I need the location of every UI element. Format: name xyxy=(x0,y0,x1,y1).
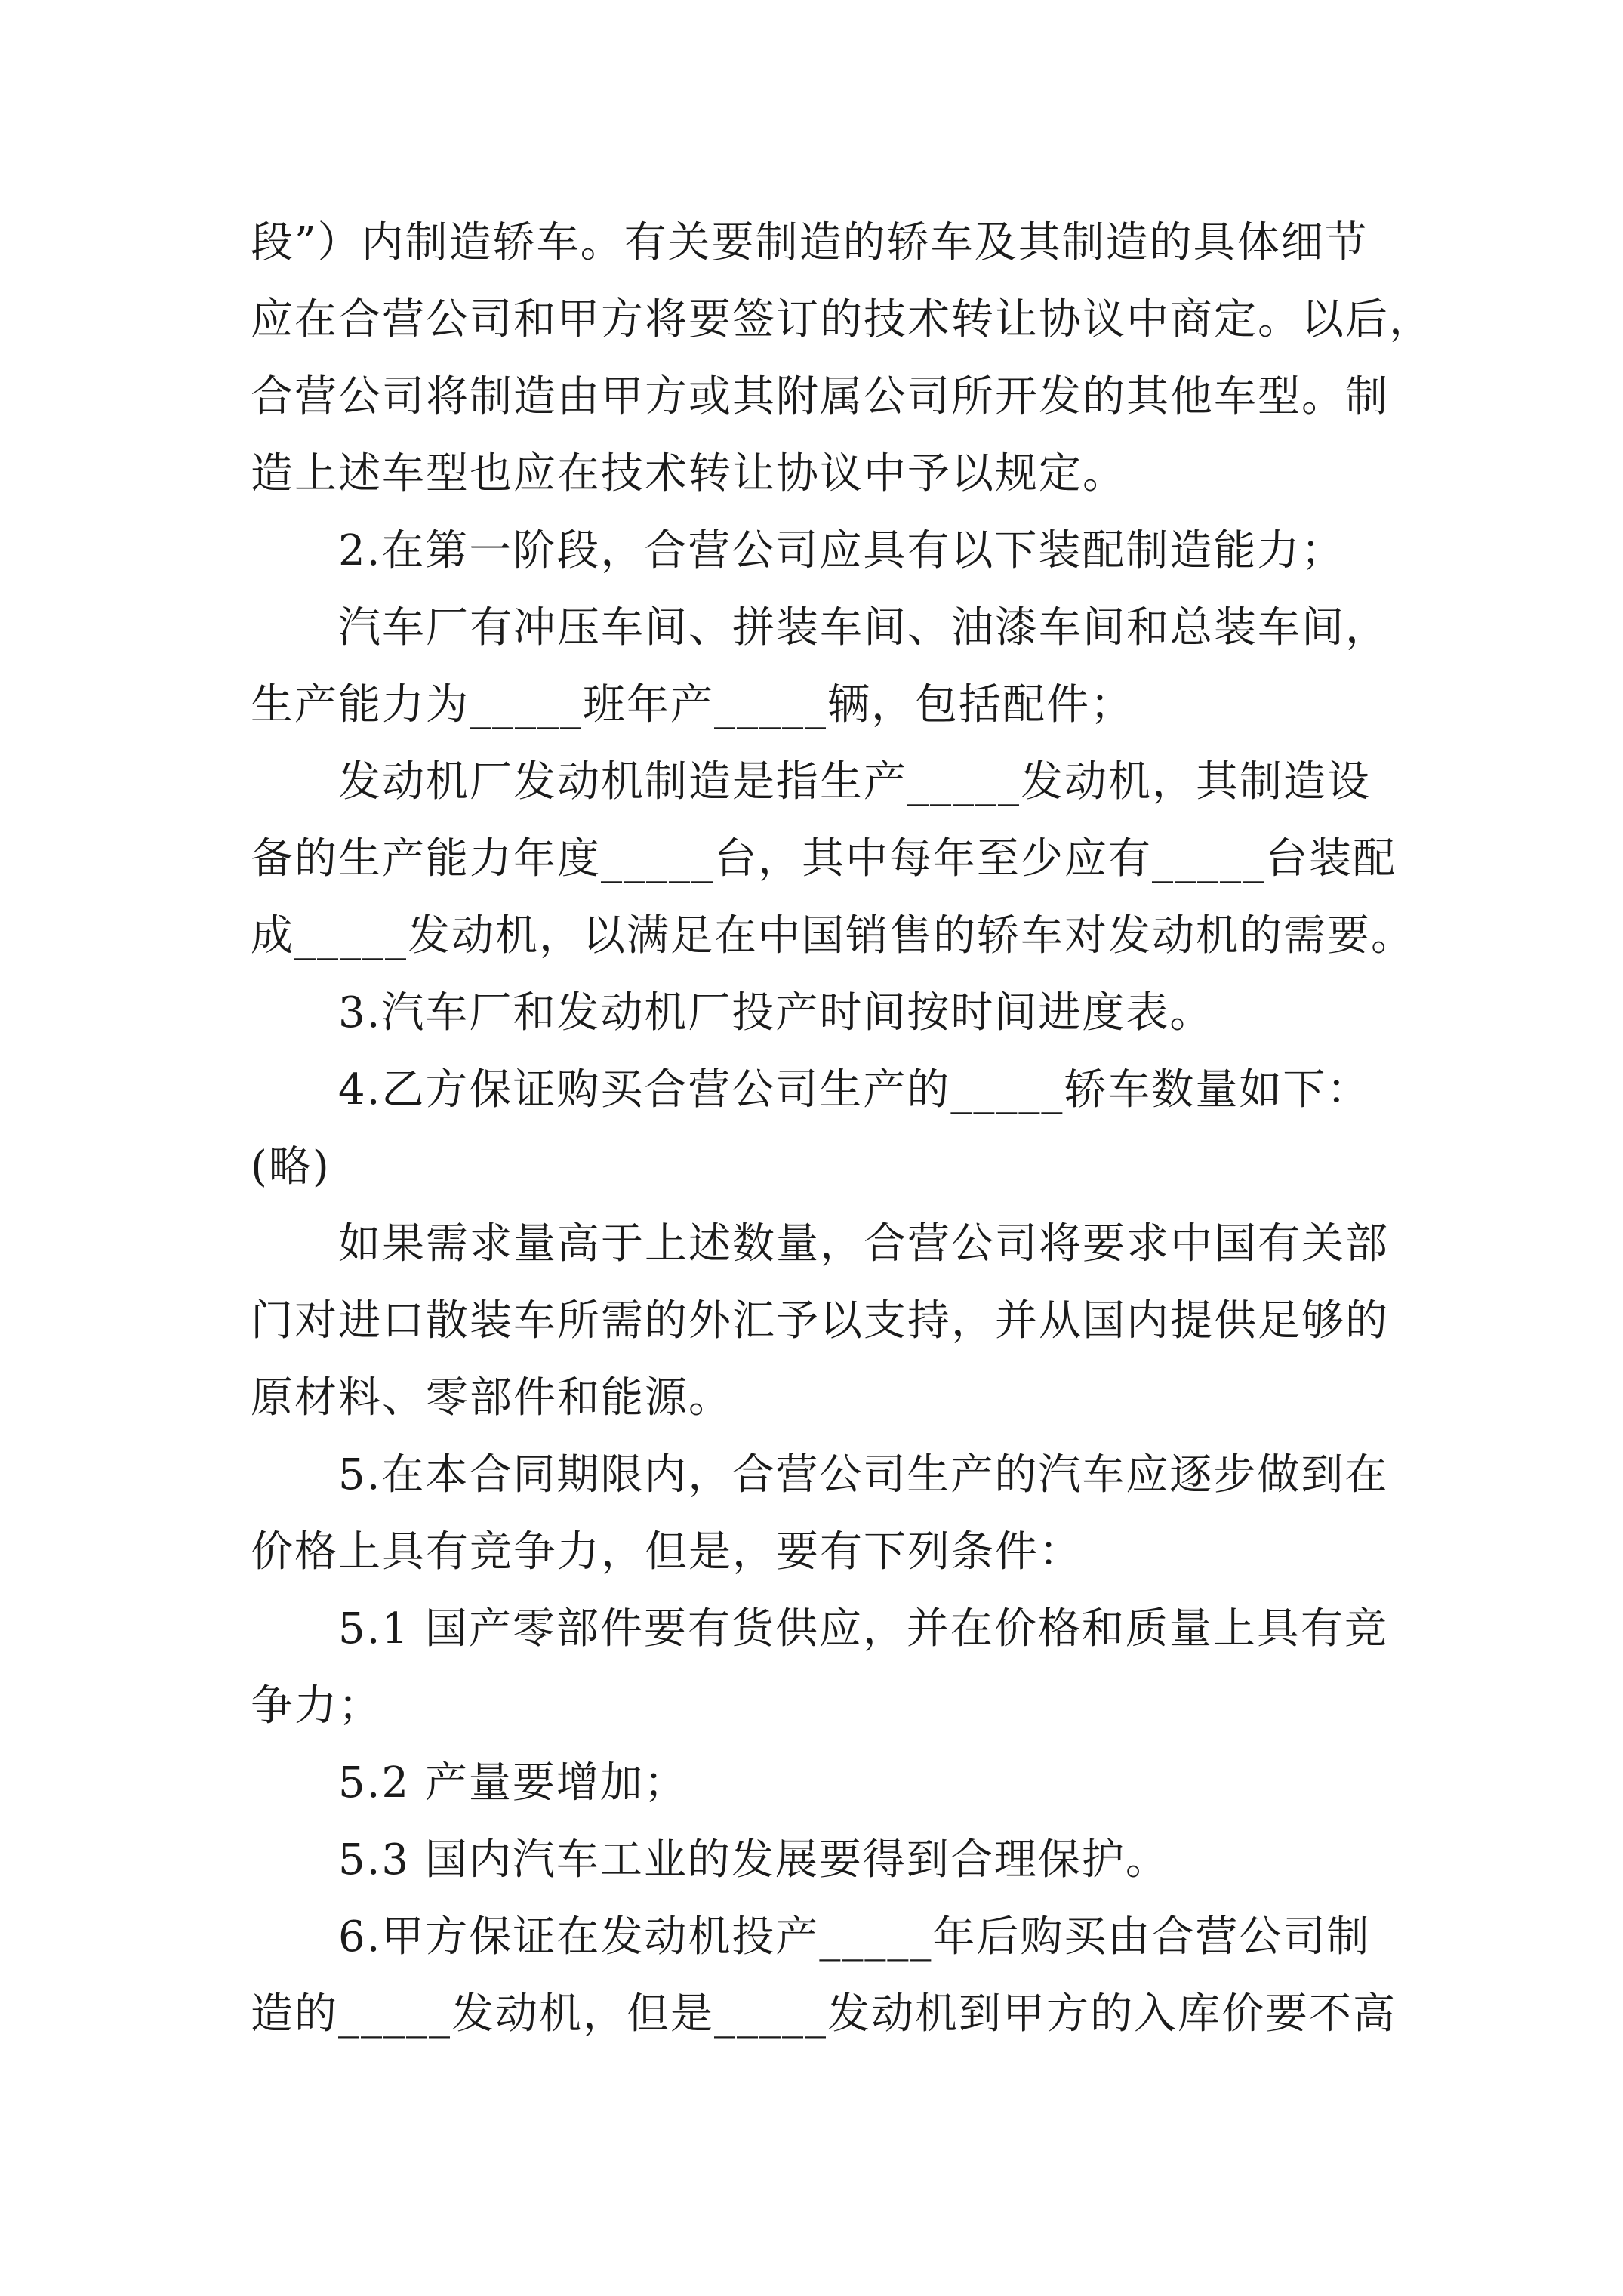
text-line: 门对进口散装车所需的外汇予以支持，并从国内提供足够的 xyxy=(251,1296,1389,1345)
text-line: (略) xyxy=(251,1142,331,1191)
text-line: 成_____发动机，以满足在中国销售的轿车对发动机的需要。 xyxy=(251,911,1415,960)
paragraph-clause-5-2 xyxy=(251,1745,1534,1822)
paragraph-demand xyxy=(251,1206,1534,1437)
document-body xyxy=(251,205,1534,2053)
text-line: 造的_____发动机，但是_____发动机到甲方的入库价要不高 xyxy=(251,1989,1397,2039)
paragraph-clause-2 xyxy=(251,513,1534,590)
paragraph-engine-plant xyxy=(251,744,1534,975)
text-line: 原材料、零部件和能源。 xyxy=(251,1373,732,1422)
paragraph-clause-5-1 xyxy=(251,1591,1534,1745)
paragraph-clause-4 xyxy=(251,1052,1534,1206)
text-line: 如果需求量高于上述数量，合营公司将要求中国有关部 xyxy=(338,1219,1389,1268)
text-line: 段”）内制造轿车。有关要制造的轿车及其制造的具体细节 xyxy=(251,218,1369,267)
text-line: 争力； xyxy=(251,1681,382,1730)
paragraph-clause-5-3 xyxy=(251,1822,1534,1899)
text-line: 3.汽车厂和发动机厂投产时间按时间进度表。 xyxy=(338,988,1214,1037)
text-line: 2.在第一阶段，合营公司应具有以下装配制造能力； xyxy=(338,526,1345,575)
text-line: 备的生产能力年度_____台，其中每年至少应有_____台装配 xyxy=(251,834,1397,883)
text-line: 造上述车型也应在技术转让协议中予以规定。 xyxy=(251,449,1126,498)
text-line: 5.在本合同期限内，合营公司生产的汽车应逐步做到在 xyxy=(338,1450,1389,1499)
text-line: 发动机厂发动机制造是指生产_____发动机，其制造设 xyxy=(338,757,1371,806)
text-line: 5.2 产量要增加； xyxy=(338,1758,688,1808)
paragraph-continued xyxy=(251,205,1534,513)
text-line: 5.3 国内汽车工业的发展要得到合理保护。 xyxy=(338,1835,1169,1885)
text-line: 价格上具有竞争力，但是，要有下列条件： xyxy=(251,1527,1083,1576)
text-line: 4.乙方保证购买合营公司生产的_____轿车数量如下： xyxy=(338,1065,1371,1114)
paragraph-clause-6 xyxy=(251,1899,1534,2053)
text-line: 合营公司将制造由甲方或其附属公司所开发的其他车型。制 xyxy=(251,372,1389,421)
text-line: 汽车厂有冲压车间、拼装车间、油漆车间和总装车间， xyxy=(338,603,1389,652)
text-line: 应在合营公司和甲方将要签订的技术转让协议中商定。以后， xyxy=(251,295,1433,344)
text-line: 5.1 国产零部件要有货供应，并在价格和质量上具有竞 xyxy=(338,1604,1388,1653)
paragraph-clause-3 xyxy=(251,975,1534,1052)
text-line: 6.甲方保证在发动机投产_____年后购买由合营公司制 xyxy=(338,1912,1371,1962)
paragraph-clause-5 xyxy=(251,1437,1534,1591)
text-line: 生产能力为_____班年产_____辆，包括配件； xyxy=(251,680,1134,729)
paragraph-car-plant xyxy=(251,590,1534,744)
